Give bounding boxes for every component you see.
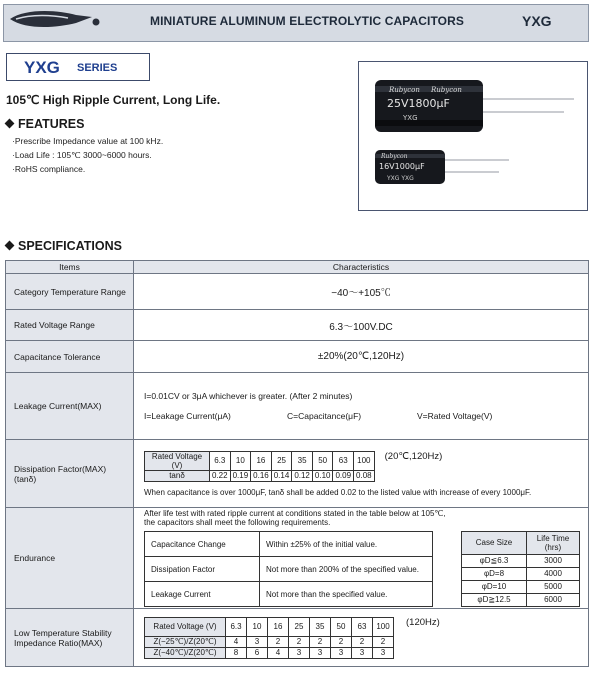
feature-item: ·Prescribe Impedance value at 100 kHz.	[12, 136, 164, 146]
voltage-cell: 16	[268, 617, 289, 636]
row-label: Leakage Current(MAX)	[6, 373, 134, 440]
row-label: Category Temperature Range	[6, 274, 134, 310]
ratio-cell: 2	[310, 636, 331, 647]
voltage-cell: 25	[271, 451, 292, 470]
voltage-cell: 50	[312, 451, 333, 470]
capacitor-series-text: YXG YXG	[387, 175, 414, 182]
svg-text:Rubycon: Rubycon	[381, 153, 408, 160]
voltage-cell: 35	[292, 451, 313, 470]
row-label: Endurance	[6, 508, 134, 609]
capacitor-illustration	[359, 62, 587, 210]
dissipation-cell	[134, 440, 589, 508]
endurance-key: Dissipation Factor	[145, 557, 260, 582]
tan-cell: 0.08	[354, 470, 375, 481]
voltage-cell: 63	[333, 451, 354, 470]
capacitor-marking: 16V1000μF	[379, 162, 425, 171]
table-row	[6, 508, 589, 609]
endurance-cell	[134, 508, 589, 609]
low-temp-label-sub: Impedance Ratio(MAX)	[14, 637, 103, 648]
row-label	[6, 440, 134, 508]
ratio-cell: 3	[373, 647, 394, 658]
voltage-cell: 25	[289, 617, 310, 636]
row-value: −40〜+105℃	[134, 274, 589, 310]
ratio-cell: 2	[289, 636, 310, 647]
product-photo	[358, 61, 588, 211]
capacitor-marking: 25V1800μF	[387, 97, 450, 110]
ratio-cell: 3	[310, 647, 331, 658]
voltage-cell: 10	[247, 617, 268, 636]
tan-cell: 0.12	[292, 470, 313, 481]
table-row	[6, 373, 589, 440]
endurance-key: Capacitance Change	[145, 532, 260, 557]
table-row	[6, 274, 589, 310]
header-title: MINIATURE ALUMINUM ELECTROLYTIC CAPACITORS	[150, 14, 464, 28]
spec-table	[5, 260, 589, 667]
life-time-table	[461, 531, 580, 607]
voltage-cell: 100	[354, 451, 375, 470]
row-label: Rated Voltage Range	[6, 310, 134, 341]
table-row	[6, 341, 589, 373]
tagline: 105℃ High Ripple Current, Long Life.	[6, 93, 221, 107]
leakage-v: V=Rated Voltage(V)	[417, 411, 493, 421]
table-row	[6, 609, 589, 667]
leakage-i: I=Leakage Current(μA)	[144, 411, 231, 421]
life-time-cell: 3000	[527, 555, 580, 568]
low-temp-label: Low Temperature Stability	[14, 627, 112, 638]
tan-cell: 0.10	[312, 470, 333, 481]
voltage-cell: 63	[352, 617, 373, 636]
features-heading-text: FEATURES	[18, 117, 85, 131]
ratio-cell: 2	[268, 636, 289, 647]
case-size-header: Case Size	[462, 532, 527, 555]
ratio-label: Z(−40℃)/Z(20℃)	[145, 647, 226, 658]
life-time-header: Life Time (hrs)	[527, 532, 580, 555]
table-row	[6, 440, 589, 508]
life-time-cell: 4000	[527, 568, 580, 581]
row-label: Capacitance Tolerance	[6, 341, 134, 373]
row-value: ±20%(20℃,120Hz)	[134, 341, 589, 373]
voltage-cell: 100	[373, 617, 394, 636]
ratio-cell: 3	[352, 647, 373, 658]
life-time-cell: 6000	[527, 594, 580, 607]
tan-cell: 0.14	[271, 470, 292, 481]
tan-cell: 0.16	[251, 470, 272, 481]
case-size-cell: φD=8	[462, 568, 527, 581]
svg-text:Rubycon: Rubycon	[389, 86, 420, 94]
endurance-table	[144, 531, 433, 607]
ratio-cell: 2	[331, 636, 352, 647]
endurance-value: Within ±25% of the initial value.	[260, 532, 433, 557]
diamond-bullet-icon	[5, 241, 15, 251]
specifications-heading-text: SPECIFICATIONS	[18, 239, 122, 253]
diamond-bullet-icon	[5, 119, 15, 129]
series-name: YXG	[24, 58, 60, 77]
endurance-value: Not more than 200% of the specified value.	[260, 557, 433, 582]
dissipation-note: When capacitance is over 1000μF, tanδ shall be added 0.02 to the listed value with increase of every 1000μF.	[144, 487, 532, 497]
endurance-line: the capacitors shall meet the following requirements.	[144, 518, 331, 527]
ratio-cell: 4	[226, 636, 247, 647]
leakage-legend	[144, 411, 588, 421]
row-label	[6, 609, 134, 667]
leakage-c: C=Capacitance(μF)	[287, 411, 362, 421]
rated-voltage-label: Rated Voltage (V)	[145, 451, 210, 470]
row-value: 6.3〜100V.DC	[134, 310, 589, 341]
dissipation-label-sub: (tanδ)	[14, 473, 37, 484]
ratio-cell: 3	[289, 647, 310, 658]
ratio-cell: 2	[352, 636, 373, 647]
specifications-heading	[4, 239, 122, 253]
ratio-cell: 4	[268, 647, 289, 658]
tan-cell: 0.09	[333, 470, 354, 481]
ratio-cell: 2	[373, 636, 394, 647]
voltage-cell: 35	[310, 617, 331, 636]
low-temp-cell	[134, 609, 589, 667]
case-size-cell: φD≧12.5	[462, 594, 527, 607]
ratio-cell: 3	[247, 636, 268, 647]
tan-cell: 0.22	[210, 470, 231, 481]
voltage-cell: 50	[331, 617, 352, 636]
svg-text:Rubycon: Rubycon	[431, 86, 462, 94]
spec-header-row	[6, 261, 589, 274]
leakage-formula: I=0.01CV or 3μA whichever is greater. (After 2 minutes)	[144, 391, 353, 401]
life-time-cell: 5000	[527, 581, 580, 594]
ratio-cell: 3	[331, 647, 352, 658]
leakage-cell	[134, 373, 589, 440]
tan-label: tanδ	[145, 470, 210, 481]
header-code: YXG	[522, 13, 552, 29]
col-items: Items	[6, 261, 134, 274]
dissipation-table	[144, 451, 375, 482]
table-row	[6, 310, 589, 341]
features-heading	[4, 117, 84, 131]
brand-logo-icon	[6, 6, 102, 32]
feature-item: ·Load Life : 105℃ 3000~6000 hours.	[12, 150, 152, 160]
tan-cell: 0.19	[230, 470, 251, 481]
endurance-line: After life test with rated ripple current at conditions stated in the table below at 105℃,	[144, 509, 446, 518]
ratio-cell: 6	[247, 647, 268, 658]
series-word: SERIES	[77, 62, 118, 74]
ratio-label: Z(−25℃)/Z(20℃)	[145, 636, 226, 647]
low-temp-condition: (120Hz)	[406, 616, 440, 628]
dissipation-condition: (20℃,120Hz)	[384, 450, 443, 462]
voltage-cell: 10	[230, 451, 251, 470]
case-size-cell: φD=10	[462, 581, 527, 594]
col-characteristics: Characteristics	[134, 261, 589, 274]
case-size-cell: φD≦6.3	[462, 555, 527, 568]
dissipation-label: Dissipation Factor(MAX)	[14, 463, 107, 474]
low-temp-table	[144, 617, 394, 659]
feature-item: ·RoHS compliance.	[12, 164, 86, 174]
endurance-key: Leakage Current	[145, 582, 260, 607]
voltage-cell: 6.3	[226, 617, 247, 636]
voltage-cell: 6.3	[210, 451, 231, 470]
endurance-value: Not more than the specified value.	[260, 582, 433, 607]
voltage-cell: 16	[251, 451, 272, 470]
ratio-cell: 8	[226, 647, 247, 658]
capacitor-series-text: YXG	[403, 114, 418, 122]
rated-voltage-label: Rated Voltage (V)	[145, 617, 226, 636]
